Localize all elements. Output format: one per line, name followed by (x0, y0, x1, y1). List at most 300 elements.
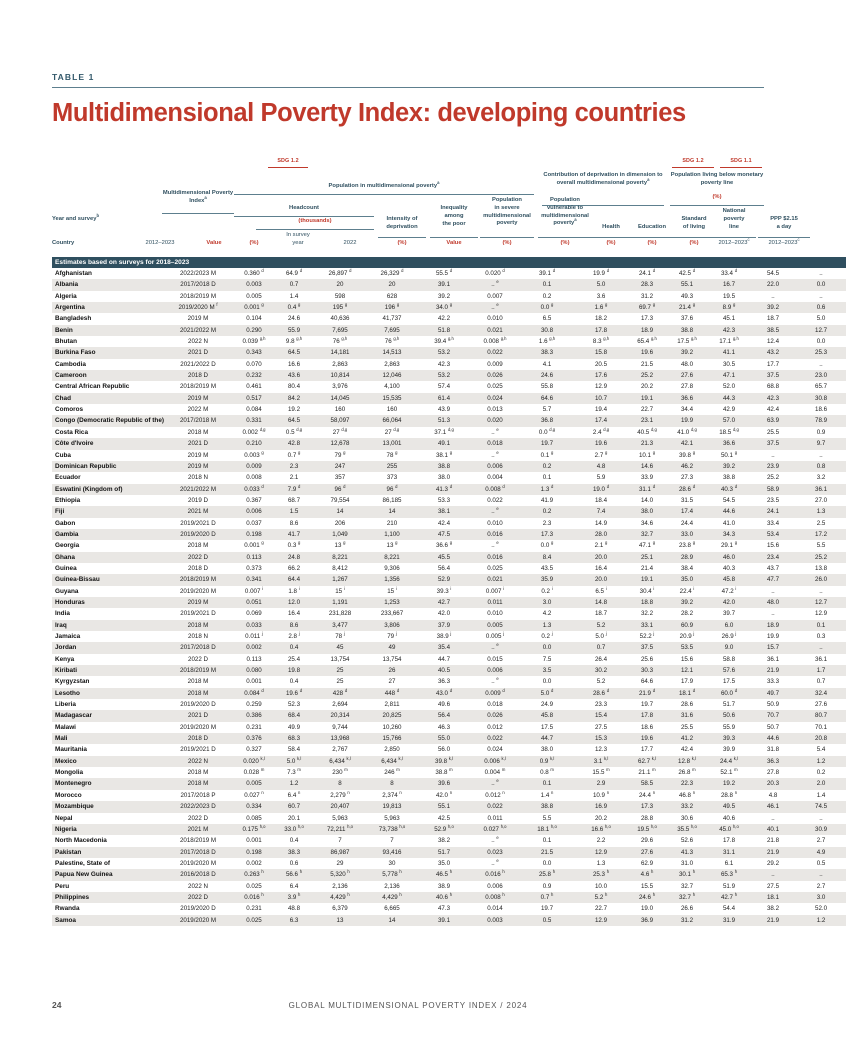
cell-hc_survey: 20,407 (314, 801, 366, 812)
cell-hc_survey: 86,987 (314, 847, 366, 858)
cell-inequality: .. $^e$ (470, 506, 520, 517)
cell-country: Ghana (52, 552, 162, 563)
cell-mpi: 0.025 (234, 915, 274, 926)
column-header-headcount: Headcount (289, 205, 319, 211)
cell-hc_survey: 15 $^i$ (335, 585, 345, 595)
cell-intensity: 53.3 (437, 496, 451, 504)
cell-health: 31.2 (640, 292, 654, 300)
cell-country: Dominican Republic (52, 461, 162, 472)
cell-standard: 47.2 $^i$ (721, 585, 737, 595)
cell-standard: 39.2 (708, 461, 750, 472)
cell-severe: 0.2 (520, 506, 574, 517)
cell-hc_survey: 25 (336, 678, 344, 686)
cell-hc_2022: 73,738 $^{h,o}$ (366, 824, 418, 835)
cell-inequality: 0.007 $^i$ (485, 585, 505, 595)
cell-hc_pct: 41.7 (274, 529, 314, 540)
cell-standard: 28.8 $^n$ (720, 789, 738, 799)
cell-standard: 65.3 $^h$ (708, 869, 750, 880)
cell-hc_survey: 26,897 $^d$ (328, 267, 352, 277)
cell-standard: 30.5 (722, 360, 736, 368)
column-header-standard: Standard of living (681, 216, 707, 230)
cell-ppp: 1.2 (796, 756, 846, 767)
column-header-health-unit: (%) (606, 240, 616, 246)
cell-severe: 18.1 $^{h,o}$ (520, 824, 574, 835)
cell-national: 18.9 (750, 620, 796, 631)
cell-year: 2021 M (162, 824, 234, 835)
rule-education (630, 237, 674, 238)
cell-education: 22.3 (666, 778, 708, 789)
section-header-row (52, 257, 846, 268)
cell-inequality: 0.020 $^d$ (485, 267, 505, 277)
rule-standard (672, 237, 716, 238)
cell-country: Peru (55, 882, 70, 890)
cell-health: 29.6 (640, 837, 654, 845)
cell-health: 18.9 (628, 325, 666, 336)
mpi-table (52, 257, 846, 926)
table-row (52, 325, 846, 336)
cell-intensity: 47.3 (437, 905, 451, 913)
cell-severe: 1.6 $^{g,h}$ (538, 336, 556, 346)
cell-ppp: 78.9 (796, 415, 846, 426)
cell-national: 17.7 (766, 360, 780, 368)
cell-intensity: 41.3 $^d$ (418, 484, 470, 495)
cell-standard: 55.9 (722, 723, 736, 731)
cell-vulnerable: 6.5 $^i$ (595, 585, 607, 595)
cell-intensity: 36.3 (437, 678, 451, 686)
cell-mpi: 0.263 $^h$ (234, 869, 274, 880)
cell-standard: 42.3 (708, 325, 750, 336)
cell-mpi: 0.039 $^{g,h}$ (242, 336, 266, 346)
cell-health: 62.7 $^{k,l}$ (628, 756, 666, 767)
cell-national: 70.7 (750, 710, 796, 721)
cell-inequality: 0.021 (470, 574, 520, 585)
cell-ppp: 1.7 (796, 665, 846, 676)
cell-health: 30.4 $^i$ (639, 585, 655, 595)
cell-national: 38.5 (750, 325, 796, 336)
cell-national: 31.8 (766, 746, 780, 754)
cell-intensity: 40.5 (418, 665, 470, 676)
table-row (52, 518, 846, 529)
cell-standard: 26.9 $^j$ (721, 630, 737, 640)
cell-ppp: 52.0 (815, 905, 828, 913)
cell-vulnerable: 10.7 (574, 393, 628, 404)
cell-hc_pct: 0.4 (289, 678, 299, 686)
cell-year: 2018 M (187, 769, 209, 777)
cell-hc_pct: 3.9 $^h$ (274, 892, 314, 903)
cell-health: 69.7 $^g$ (628, 302, 666, 313)
cell-national: 15.7 (750, 642, 796, 653)
cell-inequality: 0.023 (470, 847, 520, 858)
cell-ppp: 0.1 (796, 620, 846, 631)
cell-health: 21.3 (628, 438, 666, 449)
cell-intensity: 42.0 (437, 610, 451, 618)
cell-ppp: 2.0 (796, 778, 846, 789)
cell-health: 18.8 (628, 597, 666, 608)
cell-year: 2019/2020 M $^f$ (162, 302, 234, 313)
cell-inequality: 0.014 (487, 905, 503, 913)
cell-standard: 18.5 $^{d,g}$ (719, 426, 739, 436)
cell-vulnerable: 23.3 (594, 701, 608, 709)
cell-mpi: 0.051 (234, 597, 274, 608)
cell-vulnerable: 10.0 (594, 882, 608, 890)
cell-hc_2022: 1,356 (366, 574, 418, 585)
cell-hc_survey: 6,379 (332, 905, 348, 913)
cell-inequality: 0.025 (487, 383, 503, 391)
table-row (52, 563, 846, 574)
cell-hc_2022: 26 (366, 665, 418, 676)
cell-inequality: 0.006 $^{k,l}$ (470, 756, 520, 767)
cell-mpi: 0.084 $^d$ (234, 688, 274, 699)
cell-hc_pct: 7.3 $^m$ (287, 767, 301, 777)
cell-hc_pct: 0.6 (289, 859, 299, 867)
cell-hc_2022: 1,100 (366, 529, 418, 540)
cell-hc_survey: 9,744 (332, 723, 348, 731)
cell-national: 50.9 (766, 701, 780, 709)
cell-year: 2019 M (162, 393, 234, 404)
cell-education: 33.0 (666, 529, 708, 540)
cell-intensity: 42.7 (418, 597, 470, 608)
cell-ppp: 2.5 (816, 519, 826, 527)
cell-health: 19.6 (628, 347, 666, 358)
cell-health: 27.6 (628, 847, 666, 858)
cell-inequality: 0.012 $^n$ (485, 789, 505, 799)
cell-hc_2022: 30 (388, 859, 396, 867)
cell-ppp: 1.2 (796, 915, 846, 926)
table-row (52, 699, 846, 710)
cell-country: Mali (52, 733, 162, 744)
cell-hc_survey: 76 $^{g,h}$ (332, 336, 348, 346)
cell-severe: 1.4 $^n$ (540, 789, 554, 799)
column-header-2022: 2022 (343, 240, 357, 246)
cell-severe: 38.0 (540, 746, 554, 754)
cell-hc_pct: 9.8 $^{g,h}$ (285, 336, 303, 346)
cell-hc_2022: 373 (386, 474, 398, 482)
cell-mpi: 0.003 $^g$ (244, 449, 264, 459)
cell-inequality: .. $^e$ (470, 642, 520, 653)
cell-inequality: 0.006 (487, 882, 503, 890)
rule-headcount (234, 216, 374, 217)
cell-inequality: 0.009 (487, 360, 503, 368)
cell-vulnerable: 17.8 (574, 325, 628, 336)
cell-mpi: 0.070 (246, 360, 262, 368)
cell-vulnerable: 2.9 (574, 778, 628, 789)
cell-hc_pct: 5.0 $^{k,l}$ (274, 756, 314, 767)
cell-education: 53.5 (666, 642, 708, 653)
cell-education: 55.1 (666, 279, 708, 290)
cell-severe: 1.3 $^d$ (520, 484, 574, 495)
cell-intensity: 36.6 $^g$ (435, 540, 453, 550)
table-row (52, 472, 846, 483)
cell-national: 54.5 (766, 270, 780, 277)
cell-standard: 45.0 $^{h,o}$ (708, 824, 750, 835)
cell-ppp: 23.0 (796, 370, 846, 381)
cell-standard: 33.4 $^d$ (720, 267, 738, 277)
cell-mpi: 0.334 (234, 801, 274, 812)
cell-hc_2022: 8,221 (366, 552, 418, 563)
cell-health: 40.5 $^{d,g}$ (637, 426, 657, 436)
cell-intensity: 39.6 (418, 778, 470, 789)
cell-hc_survey: 79 $^g$ (334, 449, 346, 459)
cell-inequality: 0.007 (487, 292, 503, 300)
cell-intensity: 52.9 $^{h,o}$ (418, 824, 470, 835)
cell-ppp: 0.6 (796, 302, 846, 313)
table-row (52, 620, 846, 631)
cell-intensity: 44.7 (437, 655, 451, 663)
cell-inequality: 0.004 (487, 474, 503, 482)
cell-year: 2018 M (187, 678, 209, 686)
cell-vulnerable: 19.0 $^d$ (574, 484, 628, 495)
cell-education: 46.8 $^n$ (678, 789, 696, 799)
cell-standard: 6.1 (724, 859, 734, 867)
cell-ppp: 0.0 (816, 338, 826, 346)
cell-national: 29.2 (766, 859, 780, 867)
cell-intensity: 42.3 (437, 360, 451, 368)
section-header-label: Estimates based on surveys for 2018–2023 (52, 257, 846, 268)
cell-hc_pct: 68.3 (274, 733, 314, 744)
cell-severe: 35.9 (520, 574, 574, 585)
cell-country: Montenegro (52, 778, 162, 789)
cell-standard: 17.1 $^{g,h}$ (719, 336, 739, 346)
title-divider (52, 87, 764, 88)
cell-country: Guinea-Bissau (52, 574, 162, 585)
cell-hc_pct: 52.3 (287, 701, 301, 709)
cell-mpi: 0.104 (246, 315, 262, 323)
cell-health: 37.5 (628, 642, 666, 653)
cell-health: 18.6 (640, 723, 654, 731)
cell-hc_survey: 20 (314, 279, 366, 290)
cell-national: 18.7 (766, 315, 780, 323)
cell-year: 2017/2018 M (162, 415, 234, 426)
cell-education: 32.7 (680, 882, 694, 890)
cell-inequality: 0.020 (470, 415, 520, 426)
cell-education: 28.9 (666, 552, 708, 563)
cell-hc_pct: 2.1 (289, 474, 299, 482)
cell-year: 2018/2019 M (162, 574, 234, 585)
cell-hc_survey: 8 (314, 778, 366, 789)
cell-vulnerable: 5.2 (596, 678, 606, 686)
cell-hc_pct: 19.2 (287, 406, 301, 414)
cell-inequality: 0.008 $^{g,h}$ (483, 336, 507, 346)
cell-hc_pct: 20.1 (287, 814, 301, 822)
page-number: 24 (52, 1000, 62, 1010)
cell-health: 4.6 $^h$ (628, 869, 666, 880)
cell-mpi: 0.367 (246, 496, 262, 504)
cell-intensity: 56.0 (437, 746, 451, 754)
cell-vulnerable: 20.2 (594, 814, 608, 822)
cell-vulnerable: 15.4 (574, 710, 628, 721)
table-row (52, 790, 846, 801)
cell-standard: 39.7 (722, 610, 736, 618)
cell-hc_2022: 2,811 (384, 701, 400, 709)
cell-national: 68.8 (766, 383, 780, 391)
cell-hc_survey: 13,754 (330, 655, 350, 663)
cell-intensity: 38.1 $^g$ (435, 449, 453, 459)
cell-hc_pct: 19.6 $^d$ (274, 688, 314, 699)
cell-hc_2022: 12,046 (366, 370, 418, 381)
cell-ppp: 0.7 (816, 678, 826, 686)
cell-national: 20.3 (750, 778, 796, 789)
cell-vulnerable: 20.0 (574, 552, 628, 563)
cell-education: 41.3 (666, 847, 708, 858)
table-row (52, 336, 846, 347)
cell-hc_survey: 8,221 (314, 552, 366, 563)
cell-hc_pct: 48.8 (287, 905, 301, 913)
cell-ppp: 1.4 (816, 791, 826, 799)
cell-inequality: 0.010 (487, 610, 503, 618)
cell-severe: 17.3 (520, 529, 574, 540)
table-row (52, 393, 846, 404)
cell-mpi: 0.027 $^n$ (244, 789, 264, 799)
cell-country: Jordan (52, 642, 162, 653)
cell-hc_2022: 628 (386, 292, 398, 300)
cell-hc_2022: 233,667 (380, 610, 404, 618)
cell-national: .. (771, 292, 775, 300)
cell-health: 33.9 (640, 474, 654, 482)
cell-hc_survey: 1,191 (314, 597, 366, 608)
cell-ppp: 0.0 (796, 279, 846, 290)
cell-standard: 51.7 (722, 701, 736, 709)
cell-education: 20.9 $^j$ (679, 630, 695, 640)
cell-health: 15.5 (640, 882, 654, 890)
cell-ppp: 13.8 (815, 564, 828, 572)
cell-hc_survey: 13,968 (314, 733, 366, 744)
cell-year: 2019/2020 M (162, 915, 234, 926)
cell-country: Nigeria (52, 824, 162, 835)
cell-intensity: 39.1 (418, 279, 470, 290)
cell-health: 10.1 $^g$ (638, 449, 656, 459)
cell-hc_2022: 448 $^d$ (366, 688, 418, 699)
cell-inequality: 0.021 (470, 325, 520, 336)
cell-hc_survey: 7 (338, 837, 342, 845)
cell-hc_pct: 68.7 (287, 496, 301, 504)
cell-country: Bhutan (55, 338, 78, 346)
column-header-ppp-unit: 2012–2023$^c$ (768, 237, 800, 246)
cell-hc_2022: 1,253 (366, 597, 418, 608)
cell-inequality: 0.010 (487, 519, 503, 527)
column-header-year-survey: Year and survey$^b$ (52, 213, 100, 222)
cell-country: Comoros (55, 406, 84, 414)
cell-health: 22.7 (640, 406, 654, 414)
cell-national: 25.5 (766, 428, 780, 436)
cell-intensity: 38.8 $^m$ (435, 767, 453, 777)
cell-mpi: 0.001 (246, 678, 262, 686)
cell-hc_survey: 27 $^{d,g}$ (332, 426, 348, 436)
cell-year: 2018 M (162, 620, 234, 631)
column-header-standard-unit: (%) (689, 240, 699, 246)
column-header-education-unit: (%) (647, 240, 657, 246)
cell-ppp: 80.7 (796, 710, 846, 721)
cell-inequality: .. $^e$ (470, 279, 520, 290)
cell-inequality: .. $^e$ (470, 778, 520, 789)
cell-year: 2019/2020 D (180, 905, 216, 913)
cell-inequality: .. $^e$ (470, 302, 520, 313)
cell-hc_pct: 0.4 (289, 837, 299, 845)
cell-intensity: 56.4 (437, 564, 451, 572)
cell-vulnerable: 18.4 (594, 496, 608, 504)
cell-severe: 0.2 (542, 292, 552, 300)
table-row (52, 540, 846, 551)
cell-vulnerable: 5.0 (574, 279, 628, 290)
cell-health: 24.6 $^h$ (628, 892, 666, 903)
cell-mpi: 0.232 (234, 370, 274, 381)
cell-inequality: 0.022 (470, 347, 520, 358)
cell-education: 48.0 (680, 360, 694, 368)
cell-hc_pct: 80.4 (287, 383, 301, 391)
cell-ppp: .. (819, 451, 823, 459)
cell-intensity: 53.2 (418, 370, 470, 381)
cell-education: 38.4 (680, 564, 694, 572)
cell-national: 21.9 (750, 847, 796, 858)
cell-inequality: 0.010 (487, 315, 503, 323)
cell-hc_2022: 26,329 $^d$ (380, 267, 404, 277)
cell-education: 26.8 $^m$ (678, 767, 696, 777)
cell-education: 34.4 (680, 406, 694, 414)
cell-hc_2022: 5,778 $^h$ (366, 869, 418, 880)
cell-national: 27.5 (766, 882, 780, 890)
cell-mpi: 0.005 (246, 292, 262, 300)
table-row (52, 552, 846, 563)
cell-health: 25.2 (628, 370, 666, 381)
cell-standard: 8.9 $^g$ (708, 302, 750, 313)
cell-hc_2022: 7 (390, 837, 394, 845)
cell-intensity: 38.9 $^j$ (436, 630, 452, 640)
cell-mpi: 0.084 (246, 406, 262, 414)
cell-standard: 39.3 (708, 733, 750, 744)
table-row (52, 733, 846, 744)
cell-national: .. (771, 610, 775, 618)
cell-severe: 0.9 (542, 882, 552, 890)
cell-standard: 31.9 (708, 915, 750, 926)
cell-vulnerable: 28.0 (574, 529, 628, 540)
cell-ppp: 5.5 (816, 542, 826, 550)
cell-mpi: 0.341 (234, 574, 274, 585)
cell-intensity: 42.5 (437, 814, 451, 822)
cell-education: 42.5 $^d$ (678, 267, 696, 277)
cell-inequality: 0.012 (487, 723, 503, 731)
cell-education: 38.8 (666, 325, 708, 336)
cell-inequality: 0.011 (470, 597, 520, 608)
cell-year: 2017/2018 D (162, 279, 234, 290)
cell-hc_survey: 25 (314, 665, 366, 676)
cell-hc_survey: 231,828 (328, 610, 352, 618)
cell-country: Costa Rica (55, 428, 89, 436)
cell-hc_pct: 16.4 (287, 610, 301, 618)
cell-intensity: 46.3 (437, 723, 451, 731)
cell-hc_pct: 64.9 $^d$ (285, 267, 303, 277)
cell-country: Liberia (55, 701, 76, 709)
cell-inequality: 0.026 (470, 370, 520, 381)
cell-education: 60.9 (666, 620, 708, 631)
column-header-inequality-unit: Value (446, 240, 462, 246)
cell-hc_2022: 13,001 (366, 438, 418, 449)
cell-mpi: 0.080 (234, 665, 274, 676)
cell-national: 58.9 (750, 484, 796, 495)
group-rule-population-mpi (234, 194, 534, 195)
cell-country: Papua New Guinea (52, 869, 162, 880)
cell-hc_2022: 9,306 (384, 564, 400, 572)
cell-country: Gambia (52, 529, 162, 540)
cell-year: 2018 D (162, 370, 234, 381)
cell-year: 2022 N (188, 338, 208, 346)
cell-intensity: 49.1 (418, 438, 470, 449)
cell-education: 35.0 (666, 574, 708, 585)
table-row (52, 484, 846, 495)
cell-year: 2019/2021 D (180, 519, 216, 527)
cell-national: 47.7 (750, 574, 796, 585)
cell-inequality: 0.009 $^d$ (470, 688, 520, 699)
cell-national: 33.3 (766, 678, 780, 686)
cell-health: 24.1 $^d$ (638, 267, 656, 277)
